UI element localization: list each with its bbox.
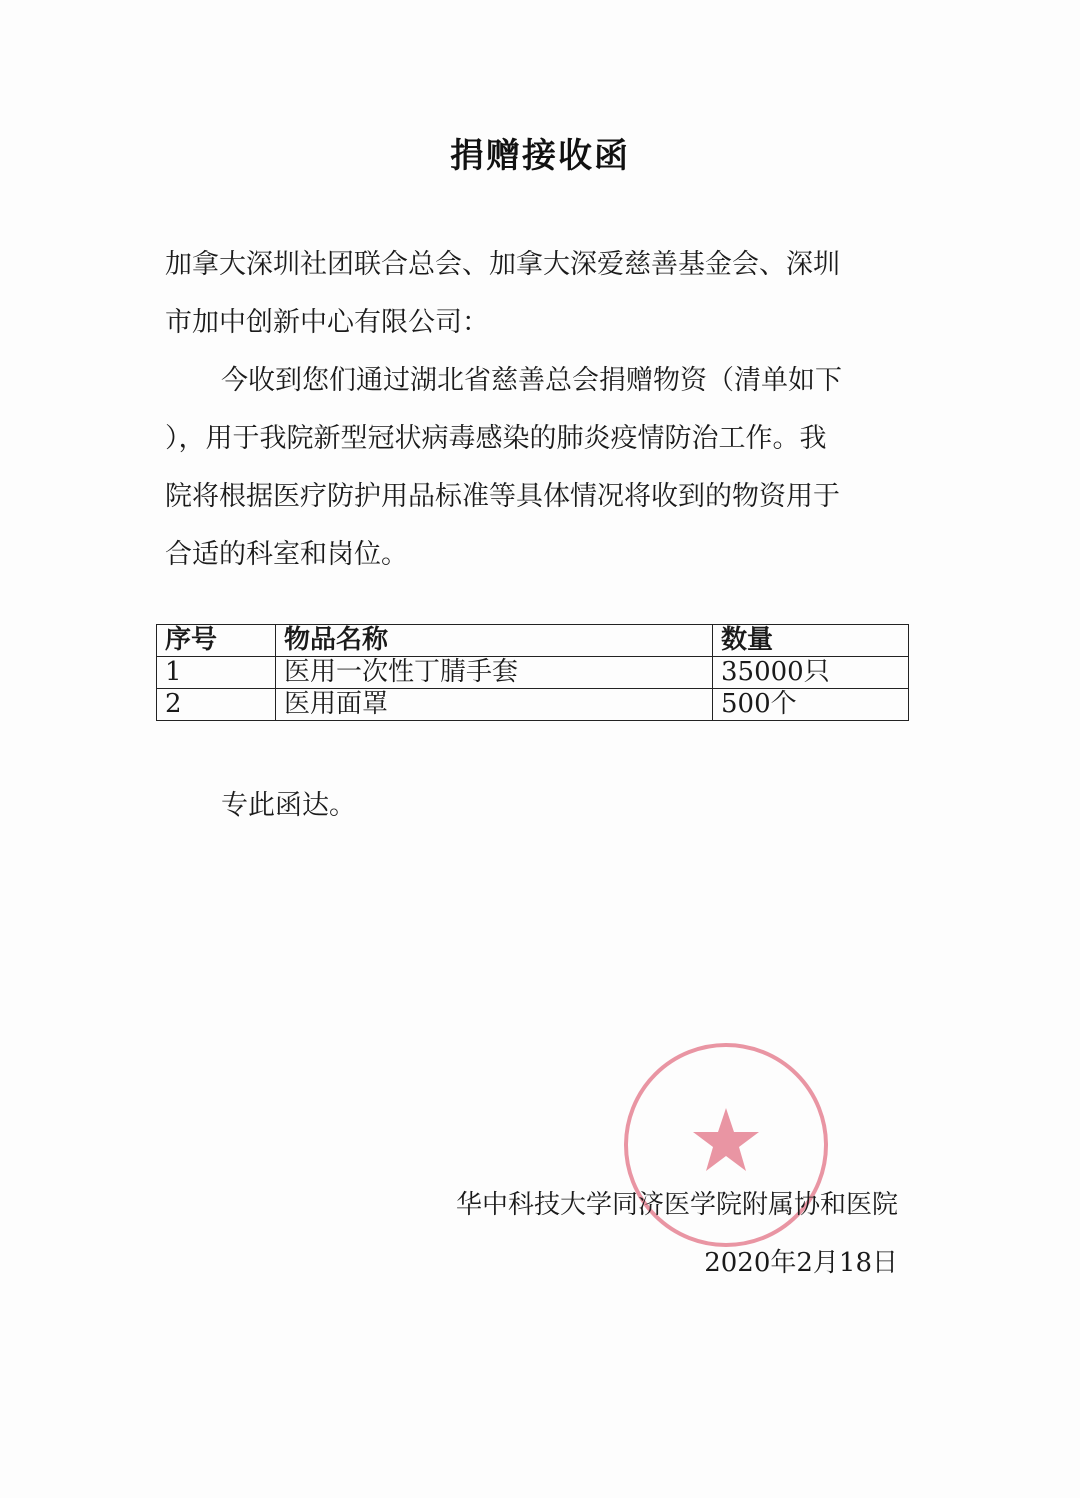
header-item-name: 物品名称 [276, 625, 713, 657]
cell-serial-number: 1 [157, 657, 276, 689]
cell-quantity: 35000只 [713, 657, 909, 689]
table-row [157, 657, 909, 689]
header-quantity: 数量 [713, 625, 909, 657]
header-serial-number: 序号 [157, 625, 276, 657]
donation-items-table [156, 624, 909, 721]
closing-remark: 专此函达。 [221, 790, 356, 821]
signature-block [456, 1176, 898, 1292]
body-line-1: 今收到您们通过湖北省慈善总会捐赠物资（清单如下 [221, 365, 842, 396]
document-title: 捐赠接收函 [450, 136, 630, 176]
signing-date: 2020年2月18日 [704, 1248, 898, 1278]
body-line-4: 合适的科室和岗位。 [165, 539, 408, 570]
signing-organization: 华中科技大学同济医学院附属协和医院 [455, 1190, 898, 1220]
table-header-row [157, 625, 909, 657]
salutation-line-2: 市加中创新中心有限公司： [165, 307, 489, 338]
table-row [157, 689, 909, 721]
cell-item-name: 医用面罩 [276, 689, 713, 721]
body-line-3: 院将根据医疗防护用品标准等具体情况将收到的物资用于 [165, 481, 840, 512]
seal-star-icon [693, 1108, 759, 1171]
salutation-line-1: 加拿大深圳社团联合总会、加拿大深爱慈善基金会、深圳 [165, 249, 840, 280]
cell-serial-number: 2 [157, 689, 276, 721]
cell-item-name: 医用一次性丁腈手套 [276, 657, 713, 689]
cell-quantity: 500个 [713, 689, 909, 721]
letter-body [165, 236, 885, 584]
body-line-2: ），用于我院新型冠状病毒感染的肺炎疫情防治工作。我 [165, 423, 827, 454]
